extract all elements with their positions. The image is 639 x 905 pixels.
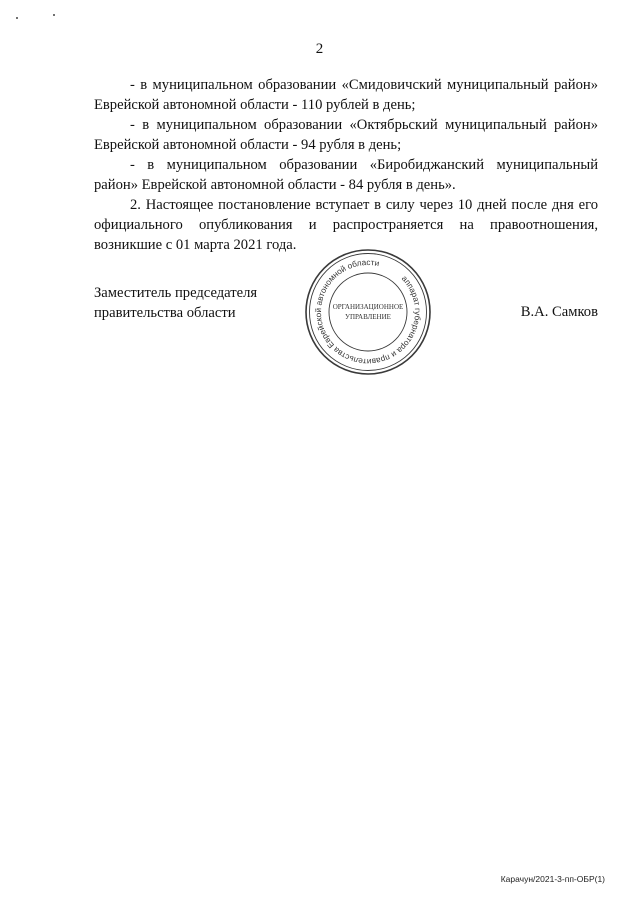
stamp-inner-ring [310,254,427,371]
stamp-outer-ring [306,250,430,374]
signatory-title [94,283,257,323]
signatory-title-line: правительства области [94,305,236,321]
list-item: - в муниципальном образовании «Октябрьский муниципальный район» Еврейской автономной области - 94 рубля в день; [94,117,598,153]
stamp-ring-text: аппарат губернатора и правительства Еврейской автономной области [313,257,423,367]
stamp-center-text: ОРГАНИЗАЦИОННОЕ [332,303,404,311]
document-reference: Каpачун/2021-3-пп-ОБР(1) [500,874,605,884]
list-item: - в муниципальном образовании «Биробиджанский муниципальный район» Еврейской автономной области - 84 рубля в день». [94,157,598,193]
official-stamp [303,247,433,377]
stamp-center-text: УПРАВЛЕНИЕ [345,313,391,321]
signatory-name: В.А. Самков [520,304,598,320]
scan-speck [16,17,18,19]
clause-2-paragraph: 2. Настоящее постановление вступает в силу через 10 дней после дня его официального опубликования и распространяется на правоотношения, возникшие с 01 марта 2021 года. [94,197,598,253]
page-number: 2 [315,41,324,57]
list-item: - в муниципальном образовании «Смидовичский муниципальный район» Еврейской автономной области - 110 рублей в день; [94,77,598,113]
stamp-center-ring [329,273,407,351]
signatory-title-line: Заместитель председателя [94,285,258,301]
scan-speck [53,14,55,16]
